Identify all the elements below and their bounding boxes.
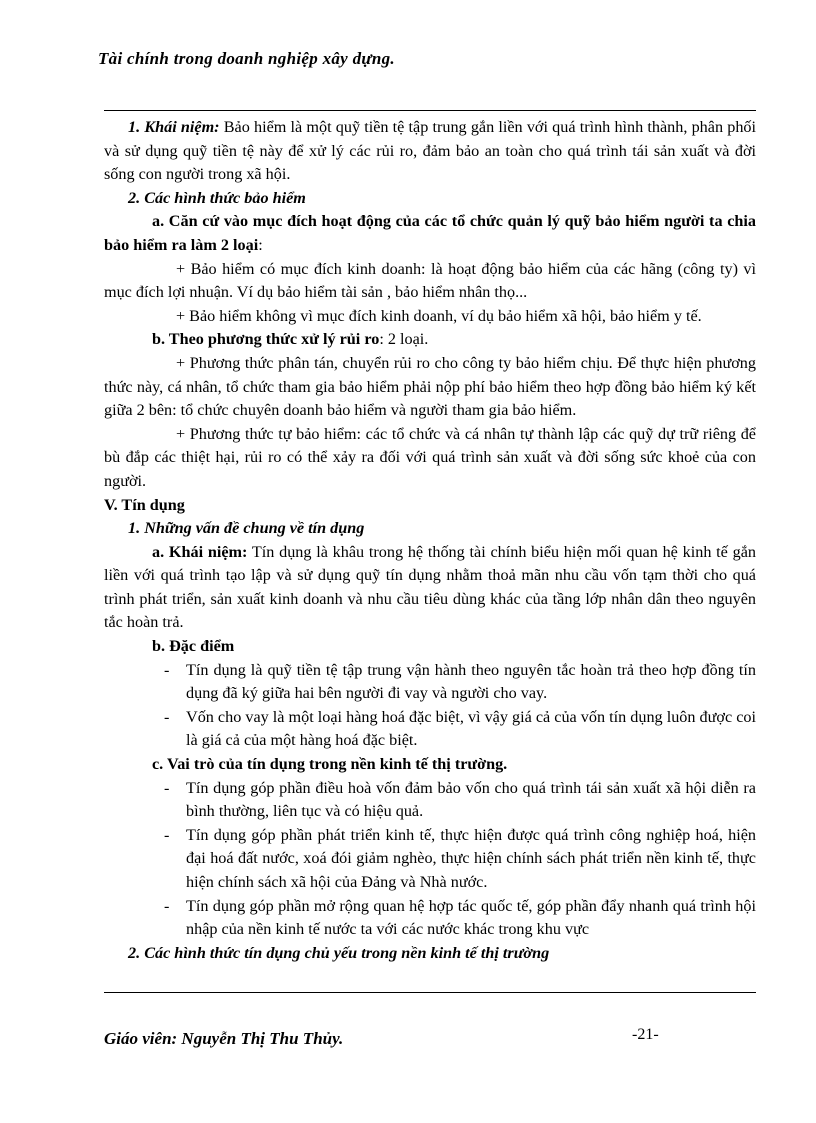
- insurance-concept-label: 1. Khái niệm:: [128, 118, 220, 136]
- credit-features-heading: b. Đặc điểm: [152, 637, 235, 656]
- list-item: - Tín dụng góp phần mở rộng quan hệ hợp tác quốc tế, góp phần đẩy nhanh quá trình hội nhập của nền kinh tế nước ta với các nước khác trong khu vực: [174, 895, 756, 942]
- risk-transfer-paragraph: + Phương thức phân tán, chuyển rủi ro cho công ty bảo hiểm chịu. Để thực hiện phương thức này, cá nhân, tổ chức tham gia bảo hiểm phải nộp phí bảo hiểm theo hợp đồng bảo hiểm ký kết giữa 2 bên: tổ chức chuyên doanh bảo hiểm và người tham gia bảo hiểm.: [104, 353, 756, 420]
- footer-divider: [104, 992, 756, 993]
- credit-role-heading: c. Vai trò của tín dụng trong nền kinh tế thị trường.: [152, 755, 508, 774]
- nonbusiness-insurance-paragraph: + Bảo hiểm không vì mục đích kinh doanh, ví dụ bảo hiểm xã hội, bảo hiểm y tế.: [176, 306, 702, 325]
- risk-method-heading: [104, 328, 756, 352]
- business-insurance-paragraph: + Bảo hiểm có mục đích kinh doanh: là hoạt động bảo hiểm của các hãng (công ty) vì mục đích lợi nhuận. Ví dụ bảo hiểm tài sản , bảo hiểm nhân thọ...: [104, 259, 756, 302]
- footer-teacher: Giáo viên: Nguyễn Thị Thu Thủy.: [104, 1029, 344, 1048]
- risk-method-heading-text: b. Theo phương thức xử lý rủi ro: [152, 330, 380, 349]
- credit-concept-paragraph: [104, 541, 756, 635]
- credit-section-heading: V. Tín dụng: [104, 495, 185, 514]
- risk-method-heading-rest: : 2 loại.: [379, 330, 429, 349]
- page-number: -21-: [632, 1026, 659, 1043]
- credit-general-heading: 1. Những vấn đề chung về tín dụng: [128, 519, 365, 538]
- list-item: - Tín dụng góp phần phát triển kinh tế, thực hiện được quá trình công nghiệp hoá, hiện đại hoá đất nước, xoá đói giảm nghèo, thực hiện chính sách phát triển nền kinh tế, thực hiện chính sách xã hội của Đảng và Nhà nước.: [174, 824, 756, 895]
- insurance-purpose-heading-colon: :: [258, 235, 263, 254]
- credit-features-list: [104, 659, 756, 753]
- list-item: - Tín dụng góp phần điều hoà vốn đảm bảo vốn cho quá trình tái sản xuất xã hội diễn ra bình thường, liên tục và có hiệu quả.: [174, 777, 756, 824]
- self-insurance-paragraph: + Phương thức tự bảo hiểm: các tổ chức và cá nhân tự thành lập các quỹ dự trữ riêng để bù đắp các thiệt hại, rủi ro có thể xảy ra đối với quá trình sản xuất và đời sống sức khoẻ của con người.: [104, 424, 756, 490]
- credit-concept-label: a. Khái niệm:: [152, 542, 248, 561]
- credit-concept-text: Tín dụng là khâu trong hệ thống tài chính biểu hiện mối quan hệ kinh tế gắn liền với quá trình tạo lập và sử dụng quỹ tín dụng nhằm thoả mãn nhu cầu vốn tạm thời cho quá trình phát triển, sản xuất kinh doanh và nhu cầu tiêu dùng khác của tầng lớp nhân dân theo nguyên tắc hoàn trả.: [104, 542, 756, 632]
- credit-forms-heading: 2. Các hình thức tín dụng chủ yếu trong nền kinh tế thị trường: [128, 943, 550, 962]
- insurance-forms-heading: 2. Các hình thức bảo hiểm: [128, 188, 306, 207]
- insurance-purpose-heading-text: a. Căn cứ vào mục đích hoạt động của các tổ chức quản lý quỹ bảo hiểm người ta chia bảo hiểm ra làm 2 loại: [104, 212, 756, 254]
- credit-role-list: [104, 777, 756, 942]
- page-body: [104, 116, 756, 965]
- insurance-purpose-heading: [104, 210, 756, 257]
- list-item: - Vốn cho vay là một loại hàng hoá đặc biệt, vì vậy giá cả của vốn tín dụng luôn được coi là giá cả của một hàng hoá đặc biệt.: [174, 706, 756, 753]
- list-item: - Tín dụng là quỹ tiền tệ tập trung vận hành theo nguyên tắc hoàn trả theo hợp đồng tín dụng đã ký giữa hai bên người đi vay và người cho vay.: [174, 659, 756, 706]
- page-header-title: Tài chính trong doanh nghiệp xây dựng.: [98, 49, 395, 68]
- insurance-concept-paragraph: [104, 116, 756, 187]
- header-divider: [104, 110, 756, 111]
- insurance-concept-text: Bảo hiểm là một quỹ tiền tệ tập trung gắn liền với quá trình hình thành, phân phối và sử dụng quỹ tiền tệ này để xử lý các rủi ro, đảm bảo an toàn cho quá trình tái sản xuất và đời sống con người trong xã hội.: [104, 118, 757, 184]
